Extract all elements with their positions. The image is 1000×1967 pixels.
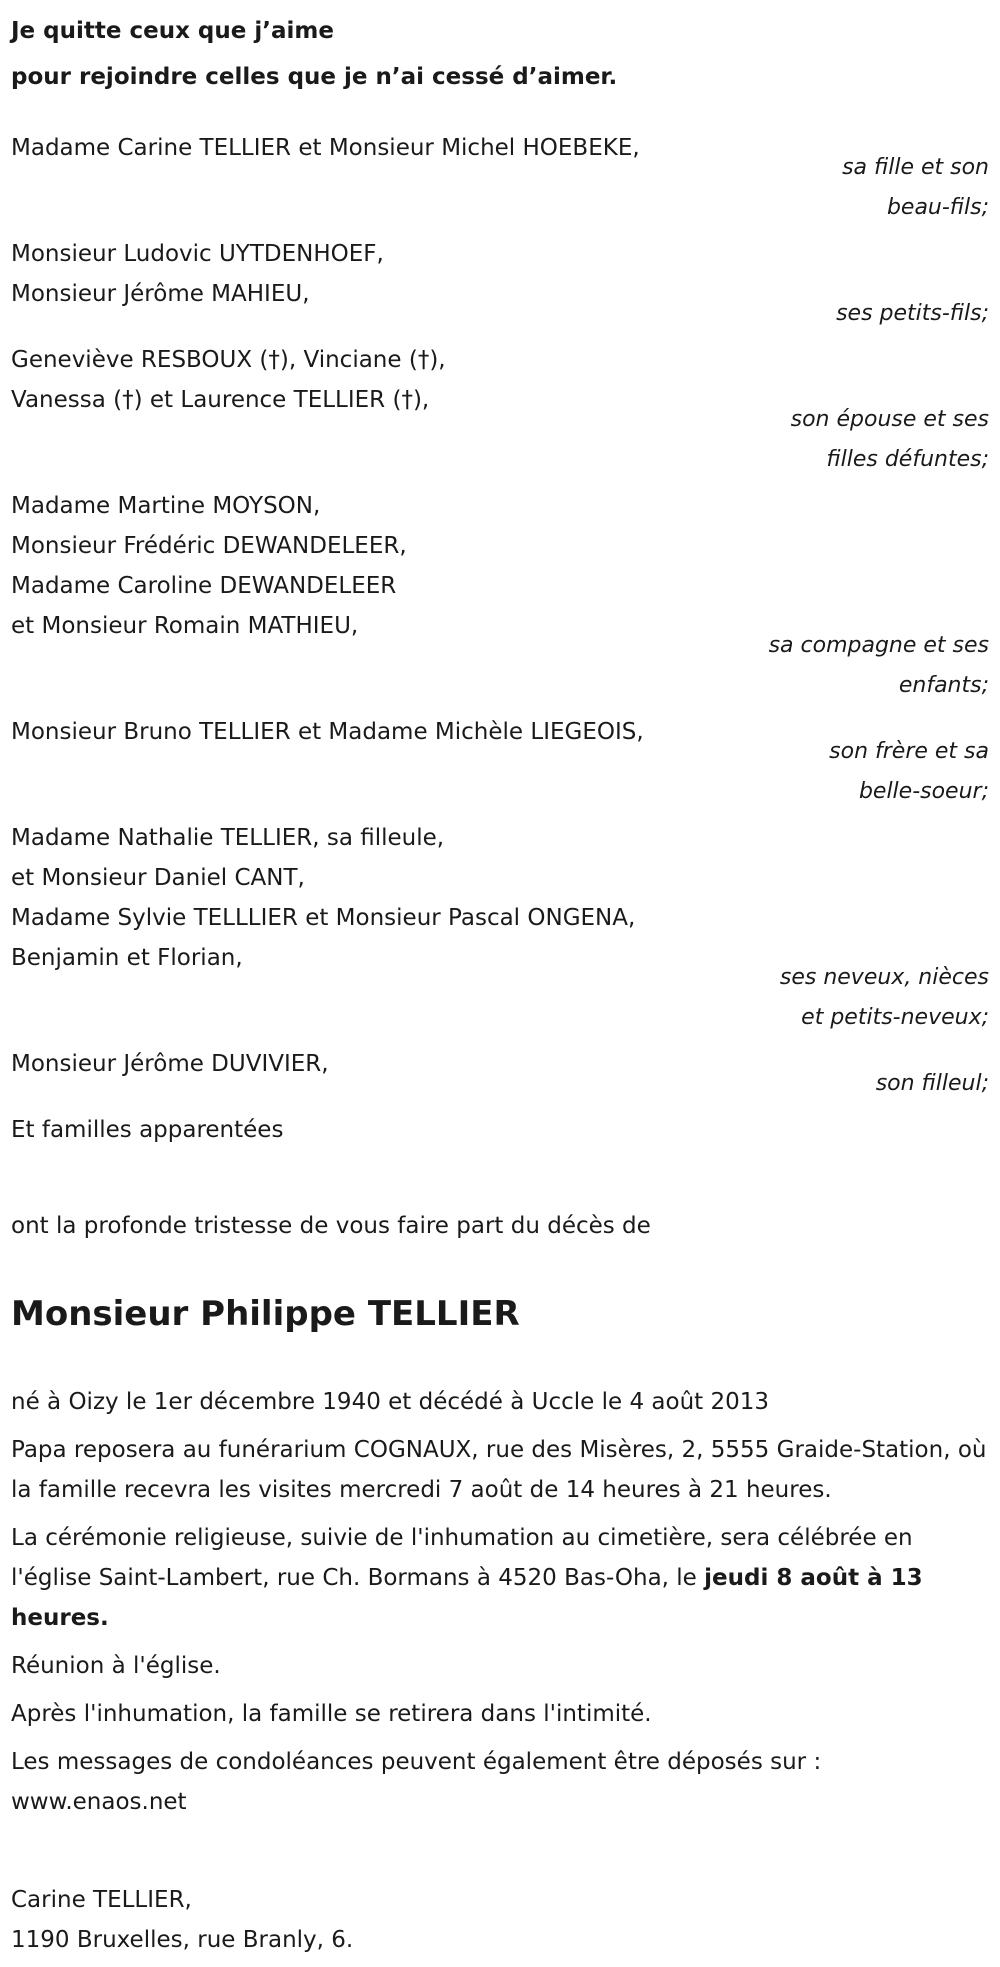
family-name-line: Madame Nathalie TELLIER, sa filleule, — [11, 825, 445, 851]
signoff-name: Carine TELLIER, — [11, 1887, 192, 1913]
funerarium-info: Papa reposera au funérarium COGNAUX, rue des Misères, 2, 5555 Graide-Station, où la famille recevra les visites mercredi 7 août de 14 heures à 21 heures. — [11, 1437, 987, 1503]
relation-line: son épouse et ses — [790, 407, 989, 432]
epigraph-line-1: Je quitte ceux que j’aime — [11, 18, 334, 44]
announcement: ont la profonde tristesse de vous faire part du décès de — [11, 1213, 651, 1239]
family-group — [11, 234, 989, 334]
family-group — [11, 128, 989, 228]
family-name-line: Geneviève RESBOUX (†), Vinciane (†), — [11, 347, 446, 373]
relation-line: sa fille et son — [842, 155, 989, 180]
family-name-line: Monsieur Bruno TELLIER et Madame Michèle LIEGEOIS, — [11, 719, 644, 745]
relation-line: filles défuntes; — [826, 447, 989, 472]
reunion-info: Réunion à l'église. — [11, 1653, 221, 1679]
family-name-line: Madame Martine MOYSON, — [11, 493, 321, 519]
family-name-line: Monsieur Jérôme DUVIVIER, — [11, 1051, 329, 1077]
relation-line: et petits-neveux; — [801, 1005, 989, 1030]
family-group — [11, 1110, 989, 1150]
family-name-line: Madame Caroline DEWANDELEER — [11, 573, 397, 599]
family-name-line: Madame Carine TELLIER et Monsieur Michel HOEBEKE, — [11, 135, 640, 161]
family-name-line: et Monsieur Romain MATHIEU, — [11, 613, 359, 639]
family-group — [11, 486, 989, 706]
details-section — [11, 1382, 989, 1822]
relation-line: ses neveux, nièces — [779, 965, 989, 990]
birth-death: né à Oizy le 1er décembre 1940 et décédé à Uccle le 4 août 2013 — [11, 1389, 770, 1415]
website-link[interactable]: www.enaos.net — [11, 1789, 187, 1815]
family-name-line: Benjamin et Florian, — [11, 945, 243, 971]
obituary-content — [11, 8, 989, 1960]
family-name-line: Monsieur Frédéric DEWANDELEER, — [11, 533, 407, 559]
relation-line: sa compagne et ses — [768, 633, 989, 658]
family-name-line: Madame Sylvie TELLLIER et Monsieur Pascal ONGENA, — [11, 905, 636, 931]
condolences-info — [11, 1742, 989, 1822]
signoff-address: 1190 Bruxelles, rue Branly, 6. — [11, 1927, 354, 1953]
epigraph-line-2: pour rejoindre celles que je n’ai cessé d’aimer. — [11, 64, 618, 90]
after-info: Après l'inhumation, la famille se retirera dans l'intimité. — [11, 1701, 652, 1727]
family-name-line: Et familles apparentées — [11, 1117, 284, 1143]
family-name-line: Monsieur Jérôme MAHIEU, — [11, 281, 310, 307]
family-group — [11, 1044, 989, 1104]
signoff — [11, 1880, 989, 1960]
relation-line: beau-fils; — [886, 195, 989, 220]
ceremony-text: La cérémonie religieuse, suivie de l'inhumation au cimetière, sera célébrée en l'église Saint-Lambert, rue Ch. Bormans à 4520 Bas-Oha, le — [11, 1525, 913, 1591]
ceremony-date: jeudi 8 août à 13 heures. — [11, 1565, 923, 1631]
relation-line: son frère et sa — [829, 739, 989, 764]
family-group — [11, 818, 989, 1038]
family-name-line: et Monsieur Daniel CANT, — [11, 865, 305, 891]
deceased-name: Monsieur Philippe TELLIER — [11, 1294, 520, 1334]
relation-line: enfants; — [898, 673, 989, 698]
family-group — [11, 712, 989, 812]
relation-line: belle-soeur; — [858, 779, 989, 804]
relation-line: ses petits-fils; — [836, 301, 989, 326]
family-name-line: Monsieur Ludovic UYTDENHOEF, — [11, 241, 384, 267]
ceremony-info — [11, 1518, 989, 1638]
condolences-text: Les messages de condoléances peuvent également être déposés sur : — [11, 1749, 822, 1775]
family-group — [11, 340, 989, 480]
family-name-line: Vanessa (†) et Laurence TELLIER (†), — [11, 387, 430, 413]
family-list — [11, 128, 989, 1150]
relation-line: son filleul; — [875, 1071, 989, 1096]
